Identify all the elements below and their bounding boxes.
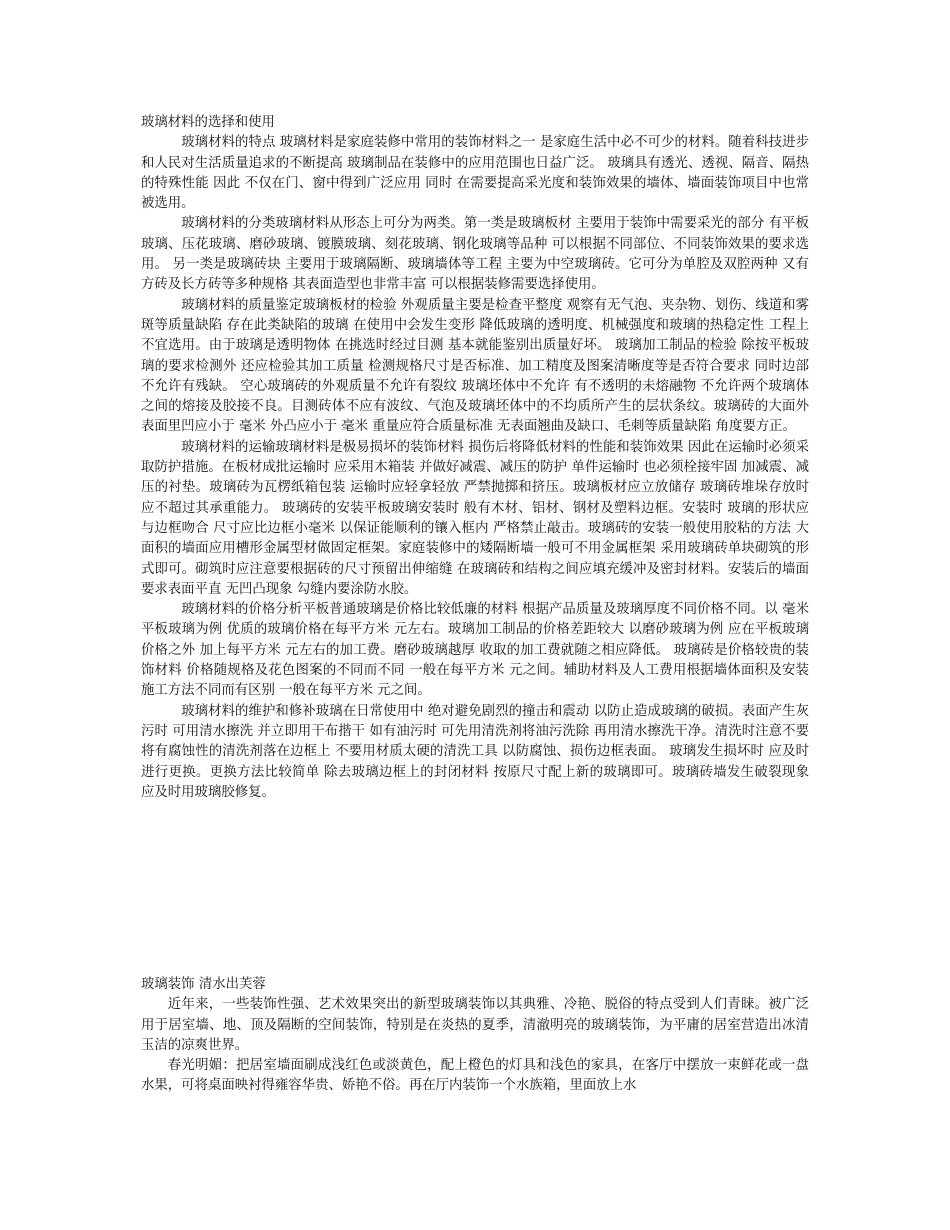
paragraph-characteristics: 玻璃材料的特点 玻璃材料是家庭装修中常用的装饰材料之一 是家庭生活中必不可少的材料。随着科技进步和人民对生活质量追求的不断提高 玻璃制品在装修中的应用范围也日益广泛。 玻璃具有透光、透视、隔音、隔热的特殊性能 因此 不仅在门、窗中得到广泛应用 同时 在需要提高采光度和装饰效果的墙体、墙面装饰项目中也常被选用。 [141,135,809,212]
paragraph-price: 玻璃材料的价格分析平板普通玻璃是价格比较低廉的材料 根据产品质量及玻璃厚度不同价格不同。以 毫米平板玻璃为例 优质的玻璃价格在每平方米 元左右。玻璃加工制品的价格差距较大 以磨砂玻璃为例 应在平板玻璃价格之外 加上每平方米 元左右的加工费。磨砂玻璃越厚 收取的加工费就随之相应降低。 玻璃砖是价格较贵的装饰材料 价格随规格及花色图案的不同而不同 一般在每平方米 元之间。辅助材料及人工费用根据墙体面积及安装施工方法不同而有区别 一般在每平方米 元之间。 [141,602,809,699]
paragraph-intro: 近年来，一些装饰性强、艺术效果突出的新型玻璃装饰以其典雅、冷艳、脱俗的特点受到人们青睐。被广泛用于居室墙、地、顶及隔断的空间装饰，特别是在炎热的夏季，清澈明亮的玻璃装饰，为平庸的居室营造出冰清玉洁的凉爽世界。 [141,997,809,1053]
paragraph-quality: 玻璃材料的质量鉴定玻璃板材的检验 外观质量主要是检查平整度 观察有无气泡、夹杂物、划伤、线道和雾斑等质量缺陷 存在此类缺陷的玻璃 在使用中会发生变形 降低玻璃的透明度、机械强度和玻璃的热稳定性 工程上不宜选用。由于玻璃是透明物体 在挑选时经过目测 基本就能鉴别出质量好坏。 玻璃加工制品的检验 除按平板玻璃的要求检测外 还应检验其加工质量 检测规格尺寸是否标准、加工精度及图案清晰度等是否符合要求 同时边部不允许有残缺。 空心玻璃砖的外观质量不允许有裂纹 玻璃坯体中不允许 有不透明的未熔融物 不允许两个玻璃体之间的熔接及胶接不良。目测砖体不应有波纹、气泡及玻璃坯体中的不均质所产生的层状条纹。玻璃砖的大面外表面里凹应小于 毫米 外凸应小于 毫米 重量应符合质量标准 无表面翘曲及缺口、毛刺等质量缺陷 角度要方正。 [141,297,809,435]
paragraph-classification: 玻璃材料的分类玻璃材料从形态上可分为两类。第一类是玻璃板材 主要用于装饰中需要采光的部分 有平板玻璃、压花玻璃、磨砂玻璃、镀膜玻璃、刻花玻璃、钢化玻璃等品种 可以根据不同部位、不同装饰效果的要求选用。 另一类是玻璃砖块 主要用于玻璃隔断、玻璃墙体等工程 主要为中空玻璃砖。它可分为单腔及双腔两种 又有方砖及长方砖等多种规格 其表面造型也非常丰富 可以根据装修需要选择使用。 [141,216,809,293]
paragraph-spring: 春光明媚：把居室墙面刷成浅红色或淡黄色，配上橙色的灯具和浅色的家具，在客厅中摆放一束鲜花或一盘水果，可将桌面映衬得雍容华贵、娇艳不俗。再在厅内装饰一个水族箱，里面放上水 [141,1058,809,1094]
paragraph-transport-install: 玻璃材料的运输玻璃材料是极易损坏的装饰材料 损伤后将降低材料的性能和装饰效果 因此在运输时必须采取防护措施。在板材成批运输时 应采用木箱装 并做好减震、减压的防护 单件运输时 也必须栓接牢固 加减震、减压的衬垫。玻璃砖为瓦楞纸箱包装 运输时应轻拿轻放 严禁抛掷和挤压。玻璃板材应立放储存 玻璃砖堆垛存放时 应不超过其承重能力。 玻璃砖的安装平板玻璃安装时 般有木材、铝材、钢材及塑料边框。安装时 玻璃的形状应与边框吻合 尺寸应比边框小毫米 以保证能顺利的镶入框内 严格禁止敲击。玻璃砖的安装一般使用胶粘的方法 大面积的墙面应用槽形金属型材做固定框架。家庭装修中的矮隔断墙一般可不用金属框架 采用玻璃砖单块砌筑的形式即可。砌筑时应注意要根据砖的尺寸预留出伸缩缝 在玻璃砖和结构之间应填充缓冲及密封材料。安装后的墙面要求表面平直 无凹凸现象 勾缝内要涂防水胶。 [141,439,809,597]
section-title: 玻璃材料的选择和使用 [141,115,275,130]
section-glass-decoration [141,975,809,1097]
section-title: 玻璃装饰 清水出芙蓉 [141,977,266,992]
paragraph-maintenance: 玻璃材料的维护和修补玻璃在日常使用中 绝对避免剧烈的撞击和震动 以防止造成玻璃的破损。表面产生灰污时 可用清水擦洗 并立即用干布揩干 如有油污时 可先用清洗剂将油污洗除 再用清水擦洗干净。清洗时注意不要将有腐蚀性的清洗剂落在边框上 不要用材质太硬的清洗工具 以防腐蚀、损伤边框表面。 玻璃发生损坏时 应及时进行更换。更换方法比较简单 除去玻璃边框上的封闭材料 按原尺寸配上新的玻璃即可。玻璃砖墙发生破裂现象 应及时用玻璃胶修复。 [141,703,809,800]
section-glass-materials [141,113,809,803]
